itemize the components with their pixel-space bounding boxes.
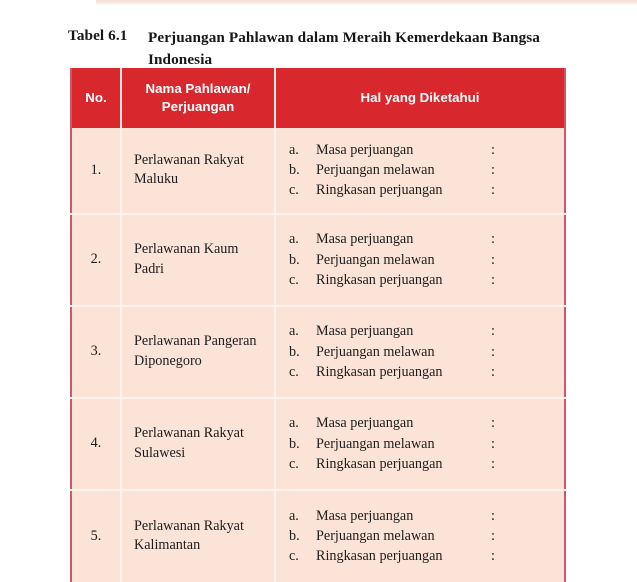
list-item — [289, 454, 554, 474]
item-marker: c. — [289, 548, 299, 565]
list-item — [289, 160, 554, 180]
table-body — [71, 128, 565, 582]
row-hero-name: Perlawanan Rakyat Maluku — [121, 128, 275, 214]
row-number: 1. — [71, 128, 121, 214]
item-colon: : — [491, 528, 495, 545]
table-header-row — [71, 68, 565, 128]
row-details — [275, 128, 565, 214]
item-colon: : — [491, 323, 495, 340]
table-row — [71, 214, 565, 306]
hero-struggle-table — [70, 68, 566, 582]
list-item — [289, 250, 554, 270]
item-text: Perjuangan melawan — [316, 251, 435, 268]
item-text: Ringkasan perjuangan — [316, 182, 443, 199]
item-colon: : — [491, 455, 495, 472]
list-item — [289, 362, 554, 382]
row-number: 2. — [71, 214, 121, 306]
item-colon: : — [491, 548, 495, 565]
item-marker: a. — [289, 415, 299, 432]
row-hero-name: Perlawanan Kaum Padri — [121, 214, 275, 306]
list-item — [289, 526, 554, 546]
details-list — [289, 229, 554, 289]
item-marker: b. — [289, 528, 300, 545]
item-marker: c. — [289, 182, 299, 199]
item-text: Perjuangan melawan — [316, 162, 435, 179]
item-text: Masa perjuangan — [316, 415, 414, 432]
item-colon: : — [491, 435, 495, 452]
row-number: 3. — [71, 306, 121, 398]
caption-label: Tabel 6.1 — [68, 27, 128, 44]
row-details — [275, 490, 565, 582]
row-details — [275, 306, 565, 398]
column-header-name: Nama Pahlawan/ Perjuangan — [121, 68, 275, 128]
row-details — [275, 214, 565, 306]
list-item — [289, 434, 554, 454]
column-header-no: No. — [71, 68, 121, 128]
item-marker: c. — [289, 363, 299, 380]
item-marker: b. — [289, 162, 300, 179]
item-text: Ringkasan perjuangan — [316, 363, 443, 380]
item-text: Perjuangan melawan — [316, 435, 435, 452]
item-text: Ringkasan perjuangan — [316, 271, 443, 288]
table-caption — [68, 27, 568, 70]
table-row — [71, 128, 565, 214]
item-colon: : — [491, 231, 495, 248]
item-text: Masa perjuangan — [316, 507, 414, 524]
item-text: Masa perjuangan — [316, 231, 414, 248]
item-colon: : — [491, 251, 495, 268]
row-details — [275, 398, 565, 490]
item-text: Perjuangan melawan — [316, 528, 435, 545]
list-item — [289, 546, 554, 566]
item-marker: a. — [289, 141, 299, 158]
row-number: 5. — [71, 490, 121, 582]
table-row — [71, 398, 565, 490]
item-marker: a. — [289, 323, 299, 340]
row-number: 4. — [71, 398, 121, 490]
details-list — [289, 413, 554, 473]
item-colon: : — [491, 343, 495, 360]
table-row — [71, 306, 565, 398]
list-item — [289, 321, 554, 341]
row-hero-name: Perlawanan Pangeran Diponegoro — [121, 306, 275, 398]
item-colon: : — [491, 507, 495, 524]
item-text: Ringkasan perjuangan — [316, 548, 443, 565]
details-list — [289, 506, 554, 566]
list-item — [289, 413, 554, 433]
item-colon: : — [491, 182, 495, 199]
item-marker: a. — [289, 507, 299, 524]
list-item — [289, 140, 554, 160]
column-header-hal: Hal yang Diketahui — [275, 68, 565, 128]
item-marker: a. — [289, 231, 299, 248]
item-colon: : — [491, 271, 495, 288]
item-text: Ringkasan perjuangan — [316, 455, 443, 472]
item-marker: c. — [289, 271, 299, 288]
list-item — [289, 342, 554, 362]
item-text: Masa perjuangan — [316, 141, 414, 158]
item-marker: c. — [289, 455, 299, 472]
item-colon: : — [491, 415, 495, 432]
item-text: Perjuangan melawan — [316, 343, 435, 360]
item-colon: : — [491, 141, 495, 158]
list-item — [289, 180, 554, 200]
list-item — [289, 229, 554, 249]
list-item — [289, 270, 554, 290]
row-hero-name: Perlawanan Rakyat Kalimantan — [121, 490, 275, 582]
table-container — [70, 68, 564, 582]
item-marker: b. — [289, 435, 300, 452]
item-marker: b. — [289, 251, 300, 268]
table-row — [71, 490, 565, 582]
caption-title: Perjuangan Pahlawan dalam Meraih Kemerdekaan Bangsa Indonesia — [148, 29, 540, 68]
item-text: Masa perjuangan — [316, 323, 414, 340]
item-colon: : — [491, 162, 495, 179]
table-head — [71, 68, 565, 128]
item-colon: : — [491, 363, 495, 380]
details-list — [289, 140, 554, 200]
list-item — [289, 506, 554, 526]
details-list — [289, 321, 554, 381]
item-marker: b. — [289, 343, 300, 360]
row-hero-name: Perlawanan Rakyat Sulawesi — [121, 398, 275, 490]
